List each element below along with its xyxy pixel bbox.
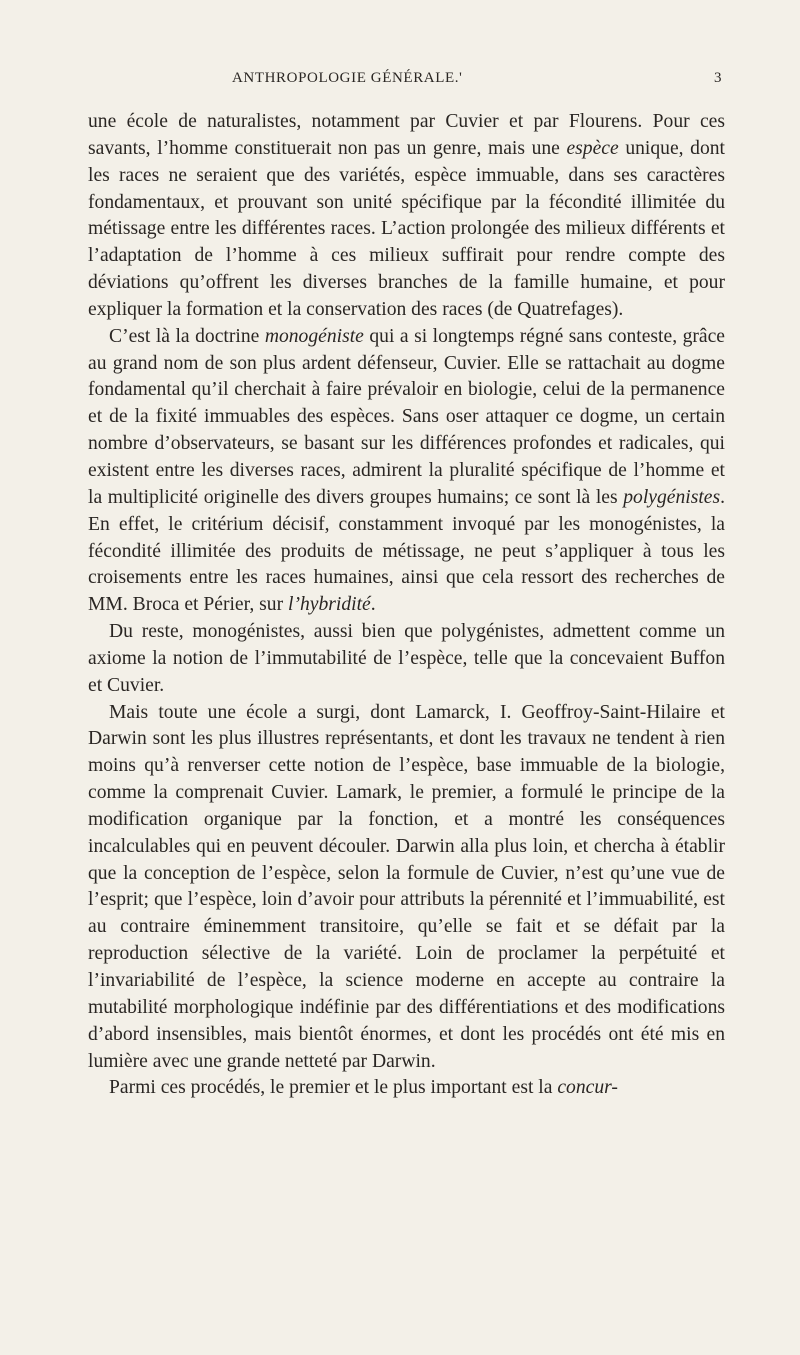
paragraph [88,109,725,324]
paragraph [88,700,725,1076]
paragraph [88,1075,725,1102]
text-segment: Parmi ces procédés, le premier et le plus important est la [109,1077,558,1099]
text-segment: Mais toute une école a surgi, dont Lamarck, I. Geoffroy-Saint-Hilaire et Darwin sont les plus illustres représentants, et dont les travaux ne tendent à rien moins qu’à renverser cette notion de l’espèce, base immuable de la biologie, comme la comprenait Cuvier. Lamark, le premier, a formulé le principe de la modification organique par la fonction, et a montré les conséquences incalculables qui en peuvent découler. Darwin alla plus loin, et chercha à établir que la conception de l’espèce, selon la formule de Cuvier, n’est qu’une vue de l’esprit; que l’espèce, loin d’avoir pour attributs la pérennité et l’immuabilité, est au contraire éminemment transitoire, qu’elle se fait et se défait par la reproduction sélective de la variété. Loin de proclamer la perpétuité et l’invariabilité de l’espèce, la science moderne en accepte au contraire la mutabilité morphologique indéfinie par des différentiations et des modifications d’abord insensibles, mais bientôt énormes, et dont les procédés ont été mis en lumière avec une grande netteté par Darwin. [88,701,725,1072]
italic-term: monogéniste [264,325,364,347]
text-segment: C’est là la doctrine [109,325,265,347]
text-segment: . En effet, le critérium décisif, constamment invoqué par les monogénistes, la fécondité illimitée des produits de métissage, ne peut s’appliquer à tous les croisements entre les races humaines, ainsi que cela ressort des recherches de MM. Broca et Périer, sur [88,486,725,616]
page-number: 3 [714,70,722,86]
text-segment: qui a si longtemps régné sans conteste, grâce au grand nom de son plus ardent défenseur, Cuvier. Elle se rattachait au dogme fondamental qu’il cherchait à faire prévaloir en biologie, celui de la permanence et de la fixité immuables des espèces. Sans oser attaquer ce dogme, un certain nombre d’observateurs, se basant sur les différences profondes et radicales, qui existent entre les diverses races, admirent la pluralité spécifique de l’homme et la multiplicité originelle des divers groupes humains; ce sont là les [88,325,725,508]
paragraph [88,324,725,619]
body-text [88,109,725,1102]
italic-term: espèce [566,137,619,159]
running-head: ANTHROPOLOGIE GÉNÉRALE.' [232,70,463,86]
page-header [0,70,800,94]
italic-term: polygénistes [623,486,721,508]
text-segment: une école de naturalistes, notamment par Cuvier et par Flourens. Pour ces savants, l’homme constituerait non pas un genre, mais une [88,111,725,159]
italic-term: l’hybridité [288,594,371,616]
text-segment: . [370,594,376,616]
text-segment: Du reste, monogénistes, aussi bien que polygénistes, admettent comme un axiome la notion de l’immutabilité de l’espèce, telle que la concevaient Buffon et Cuvier. [88,621,725,696]
italic-term: concur- [557,1077,618,1099]
paragraph [88,619,725,700]
text-segment: unique, dont les races ne seraient que des variétés, espèce immuable, dans ses caractères fondamentaux, et prouvant son unité spécifique par la fécondité illimitée du métissage entre les différentes races. L’action prolongée des milieux différents et l’adaptation de l’homme à ces milieux suffirait pour rendre compte des déviations qu’offrent les diverses branches de la famille humaine, et pour expliquer la formation et la conservation des races (de Quatrefages). [88,137,725,320]
